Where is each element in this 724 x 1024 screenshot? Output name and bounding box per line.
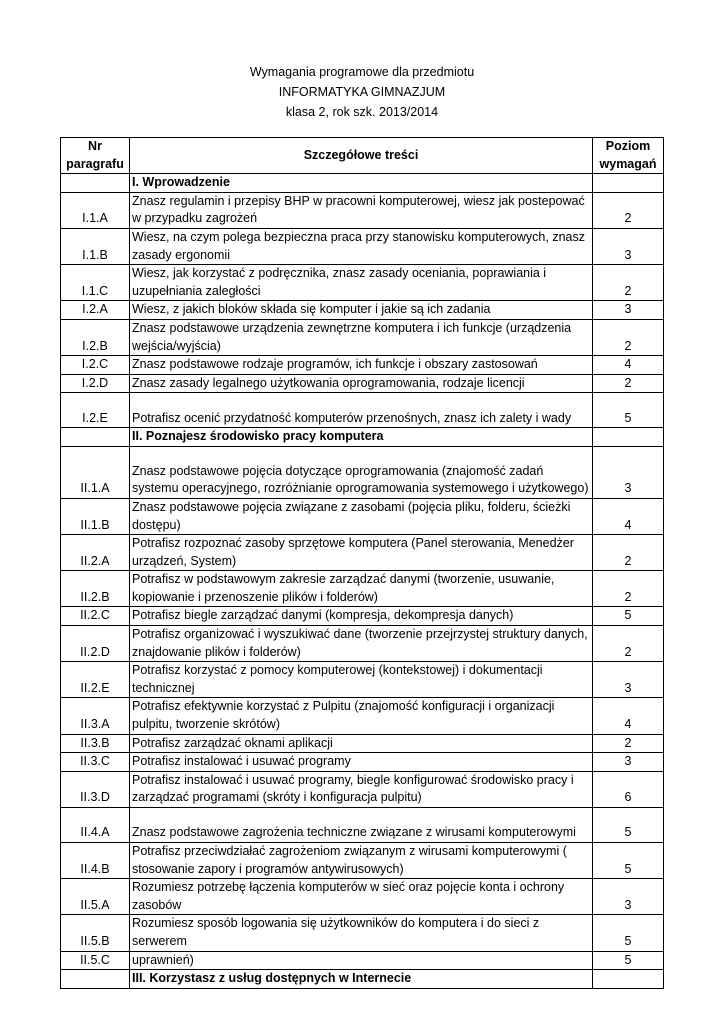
section-row bbox=[61, 174, 664, 193]
requirement-text-cell: Potrafisz instalować i usuwać programy, biegle konfigurować środowisko pracy i zarządzać programami (skróty i konfiguracja pulpitu) bbox=[130, 771, 593, 807]
requirement-text-cell: Potrafisz korzystać z pomocy komputerowej (kontekstowej) i dokumentacji technicznej bbox=[130, 662, 593, 698]
paragraph-number-cell: II.3.D bbox=[61, 771, 130, 807]
table-row bbox=[61, 879, 664, 915]
requirement-level-cell: 2 bbox=[593, 734, 664, 753]
document-header bbox=[0, 62, 724, 122]
column-header-nr-line1: Nr bbox=[88, 139, 102, 153]
table-row bbox=[61, 301, 664, 320]
requirement-level-cell: 3 bbox=[593, 753, 664, 772]
table-row bbox=[61, 753, 664, 772]
paragraph-number-cell: II.2.D bbox=[61, 626, 130, 662]
paragraph-number-cell: I.1.C bbox=[61, 265, 130, 301]
table-row bbox=[61, 571, 664, 607]
paragraph-number-cell: I.2.A bbox=[61, 301, 130, 320]
table-row bbox=[61, 771, 664, 807]
requirement-text-cell: Potrafisz biegle zarządzać danymi (kompresja, dekompresja danych) bbox=[130, 607, 593, 626]
requirement-level-cell: 3 bbox=[593, 879, 664, 915]
requirement-text-cell: Znasz podstawowe pojęcia dotyczące oprogramowania (znajomość zadań systemu operacyjnego, rozróżnianie oprogramowania systemowego i użytkowego) bbox=[130, 446, 593, 498]
table-row bbox=[61, 265, 664, 301]
table-body bbox=[61, 174, 664, 989]
table-header-row bbox=[61, 138, 664, 174]
paragraph-number-cell: II.5.C bbox=[61, 951, 130, 970]
column-header-nr bbox=[61, 138, 130, 174]
requirement-text-cell: Potrafisz efektywnie korzystać z Pulpitu (znajomość konfiguracji i organizacji pulpitu, tworzenie skrótów) bbox=[130, 698, 593, 734]
paragraph-number-cell: II.2.A bbox=[61, 535, 130, 571]
requirement-level-cell: 3 bbox=[593, 446, 664, 498]
requirement-level-cell: 2 bbox=[593, 319, 664, 355]
requirement-text-cell: Znasz podstawowe rodzaje programów, ich funkcje i obszary zastosowań bbox=[130, 356, 593, 375]
requirement-level-cell: 5 bbox=[593, 951, 664, 970]
requirement-level-cell: 3 bbox=[593, 301, 664, 320]
table-row bbox=[61, 915, 664, 951]
paragraph-number-cell: I.2.D bbox=[61, 374, 130, 393]
table-row bbox=[61, 498, 664, 534]
requirement-text-cell: Potrafisz w podstawowym zakresie zarządzać danymi (tworzenie, usuwanie, kopiowanie i przenoszenie plików i folderów) bbox=[130, 571, 593, 607]
paragraph-number-cell: II.2.C bbox=[61, 607, 130, 626]
table-row bbox=[61, 228, 664, 264]
table-row bbox=[61, 951, 664, 970]
header-line-1: Wymagania programowe dla przedmiotu bbox=[249, 65, 475, 79]
table-row bbox=[61, 393, 664, 428]
requirement-level-cell: 4 bbox=[593, 356, 664, 375]
requirements-table bbox=[60, 137, 664, 989]
paragraph-number-cell: I.1.B bbox=[61, 228, 130, 264]
paragraph-number-cell: II.2.E bbox=[61, 662, 130, 698]
requirement-text-cell: Potrafisz zarządzać oknami aplikacji bbox=[130, 734, 593, 753]
paragraph-number-cell bbox=[61, 428, 130, 447]
table-row bbox=[61, 535, 664, 571]
requirement-level-cell: 5 bbox=[593, 393, 664, 428]
requirement-level-cell: 2 bbox=[593, 192, 664, 228]
paragraph-number-cell: I.2.B bbox=[61, 319, 130, 355]
section-row bbox=[61, 428, 664, 447]
requirement-text-cell: Potrafisz przeciwdziałać zagrożeniom związanym z wirusami komputerowymi ( stosowanie zapory i programów antywirusowych) bbox=[130, 843, 593, 879]
requirement-level-cell: 4 bbox=[593, 498, 664, 534]
section-title-cell: II. Poznajesz środowisko pracy komputera bbox=[130, 428, 593, 447]
requirement-level-cell: 5 bbox=[593, 607, 664, 626]
paragraph-number-cell: II.5.A bbox=[61, 879, 130, 915]
table-row bbox=[61, 662, 664, 698]
table-row bbox=[61, 607, 664, 626]
paragraph-number-cell: II.3.B bbox=[61, 734, 130, 753]
requirement-text-cell: uprawnień) bbox=[130, 951, 593, 970]
section-title-cell: I. Wprowadzenie bbox=[130, 174, 593, 193]
requirement-level-cell bbox=[593, 428, 664, 447]
paragraph-number-cell: II.2.B bbox=[61, 571, 130, 607]
table-row bbox=[61, 319, 664, 355]
table-row bbox=[61, 446, 664, 498]
column-header-content: Szczegółowe treści bbox=[130, 138, 593, 174]
requirement-text-cell: Znasz podstawowe urządzenia zewnętrzne komputera i ich funkcje (urządzenia wejścia/wyjścia) bbox=[130, 319, 593, 355]
requirement-text-cell: Rozumiesz potrzebę łączenia komputerów w sieć oraz pojęcie konta i ochrony zasobów bbox=[130, 879, 593, 915]
paragraph-number-cell: I.2.E bbox=[61, 393, 130, 428]
requirement-level-cell: 3 bbox=[593, 662, 664, 698]
paragraph-number-cell: II.3.A bbox=[61, 698, 130, 734]
requirement-text-cell: Wiesz, na czym polega bezpieczna praca przy stanowisku komputerowych, znasz zasady ergonomii bbox=[130, 228, 593, 264]
section-title-cell: III. Korzystasz z usług dostępnych w Internecie bbox=[130, 970, 593, 989]
requirement-level-cell: 5 bbox=[593, 915, 664, 951]
column-header-level-line2: wymagań bbox=[599, 156, 657, 171]
requirement-level-cell: 3 bbox=[593, 228, 664, 264]
paragraph-number-cell: II.1.A bbox=[61, 446, 130, 498]
table-row bbox=[61, 356, 664, 375]
requirement-level-cell: 2 bbox=[593, 626, 664, 662]
paragraph-number-cell: II.1.B bbox=[61, 498, 130, 534]
paragraph-number-cell: II.4.A bbox=[61, 808, 130, 843]
requirement-text-cell: Wiesz, z jakich bloków składa się komputer i jakie są ich zadania bbox=[130, 301, 593, 320]
requirement-text-cell: Rozumiesz sposób logowania się użytkowników do komputera i do sieci z serwerem bbox=[130, 915, 593, 951]
requirement-text-cell: Znasz podstawowe zagrożenia techniczne związane z wirusami komputerowymi bbox=[130, 808, 593, 843]
requirement-level-cell: 2 bbox=[593, 374, 664, 393]
requirement-level-cell bbox=[593, 970, 664, 989]
requirement-level-cell: 4 bbox=[593, 698, 664, 734]
paragraph-number-cell: I.1.A bbox=[61, 192, 130, 228]
requirement-text-cell: Wiesz, jak korzystać z podręcznika, znasz zasady oceniania, poprawiania i uzupełniania zaległości bbox=[130, 265, 593, 301]
requirement-level-cell: 2 bbox=[593, 535, 664, 571]
table-row bbox=[61, 626, 664, 662]
paragraph-number-cell: II.3.C bbox=[61, 753, 130, 772]
requirement-text-cell: Znasz regulamin i przepisy BHP w pracowni komputerowej, wiesz jak postepować w przypadku zagrożeń bbox=[130, 192, 593, 228]
requirement-text-cell: Znasz podstawowe pojęcia związane z zasobami (pojęcia pliku, folderu, ścieżki dostępu) bbox=[130, 498, 593, 534]
paragraph-number-cell bbox=[61, 174, 130, 193]
table-row bbox=[61, 734, 664, 753]
paragraph-number-cell: II.4.B bbox=[61, 843, 130, 879]
requirement-level-cell bbox=[593, 174, 664, 193]
section-row bbox=[61, 970, 664, 989]
table-row bbox=[61, 192, 664, 228]
requirement-text-cell: Potrafisz instalować i usuwać programy bbox=[130, 753, 593, 772]
paragraph-number-cell: I.2.C bbox=[61, 356, 130, 375]
requirement-level-cell: 2 bbox=[593, 571, 664, 607]
paragraph-number-cell bbox=[61, 970, 130, 989]
table-row bbox=[61, 374, 664, 393]
requirement-level-cell: 5 bbox=[593, 843, 664, 879]
column-header-level bbox=[593, 138, 664, 174]
requirement-text-cell: Potrafisz ocenić przydatność komputerów przenośnych, znasz ich zalety i wady bbox=[130, 393, 593, 428]
requirement-level-cell: 2 bbox=[593, 265, 664, 301]
paragraph-number-cell: II.5.B bbox=[61, 915, 130, 951]
header-line-2: INFORMATYKA GIMNAZJUM bbox=[278, 85, 446, 99]
column-header-nr-line2: paragrafu bbox=[66, 156, 124, 171]
header-line-3: klasa 2, rok szk. 2013/2014 bbox=[285, 105, 439, 119]
requirement-text-cell: Potrafisz rozpoznać zasoby sprzętowe komputera (Panel sterowania, Menedżer urządzeń, System) bbox=[130, 535, 593, 571]
requirement-level-cell: 5 bbox=[593, 808, 664, 843]
table-row bbox=[61, 698, 664, 734]
requirement-level-cell: 6 bbox=[593, 771, 664, 807]
requirement-text-cell: Znasz zasady legalnego użytkowania oprogramowania, rodzaje licencji bbox=[130, 374, 593, 393]
requirement-text-cell: Potrafisz organizować i wyszukiwać dane (tworzenie przejrzystej struktury danych, znajdowanie plików i folderów) bbox=[130, 626, 593, 662]
table-row bbox=[61, 808, 664, 843]
table-row bbox=[61, 843, 664, 879]
column-header-level-line1: Poziom bbox=[605, 139, 651, 153]
